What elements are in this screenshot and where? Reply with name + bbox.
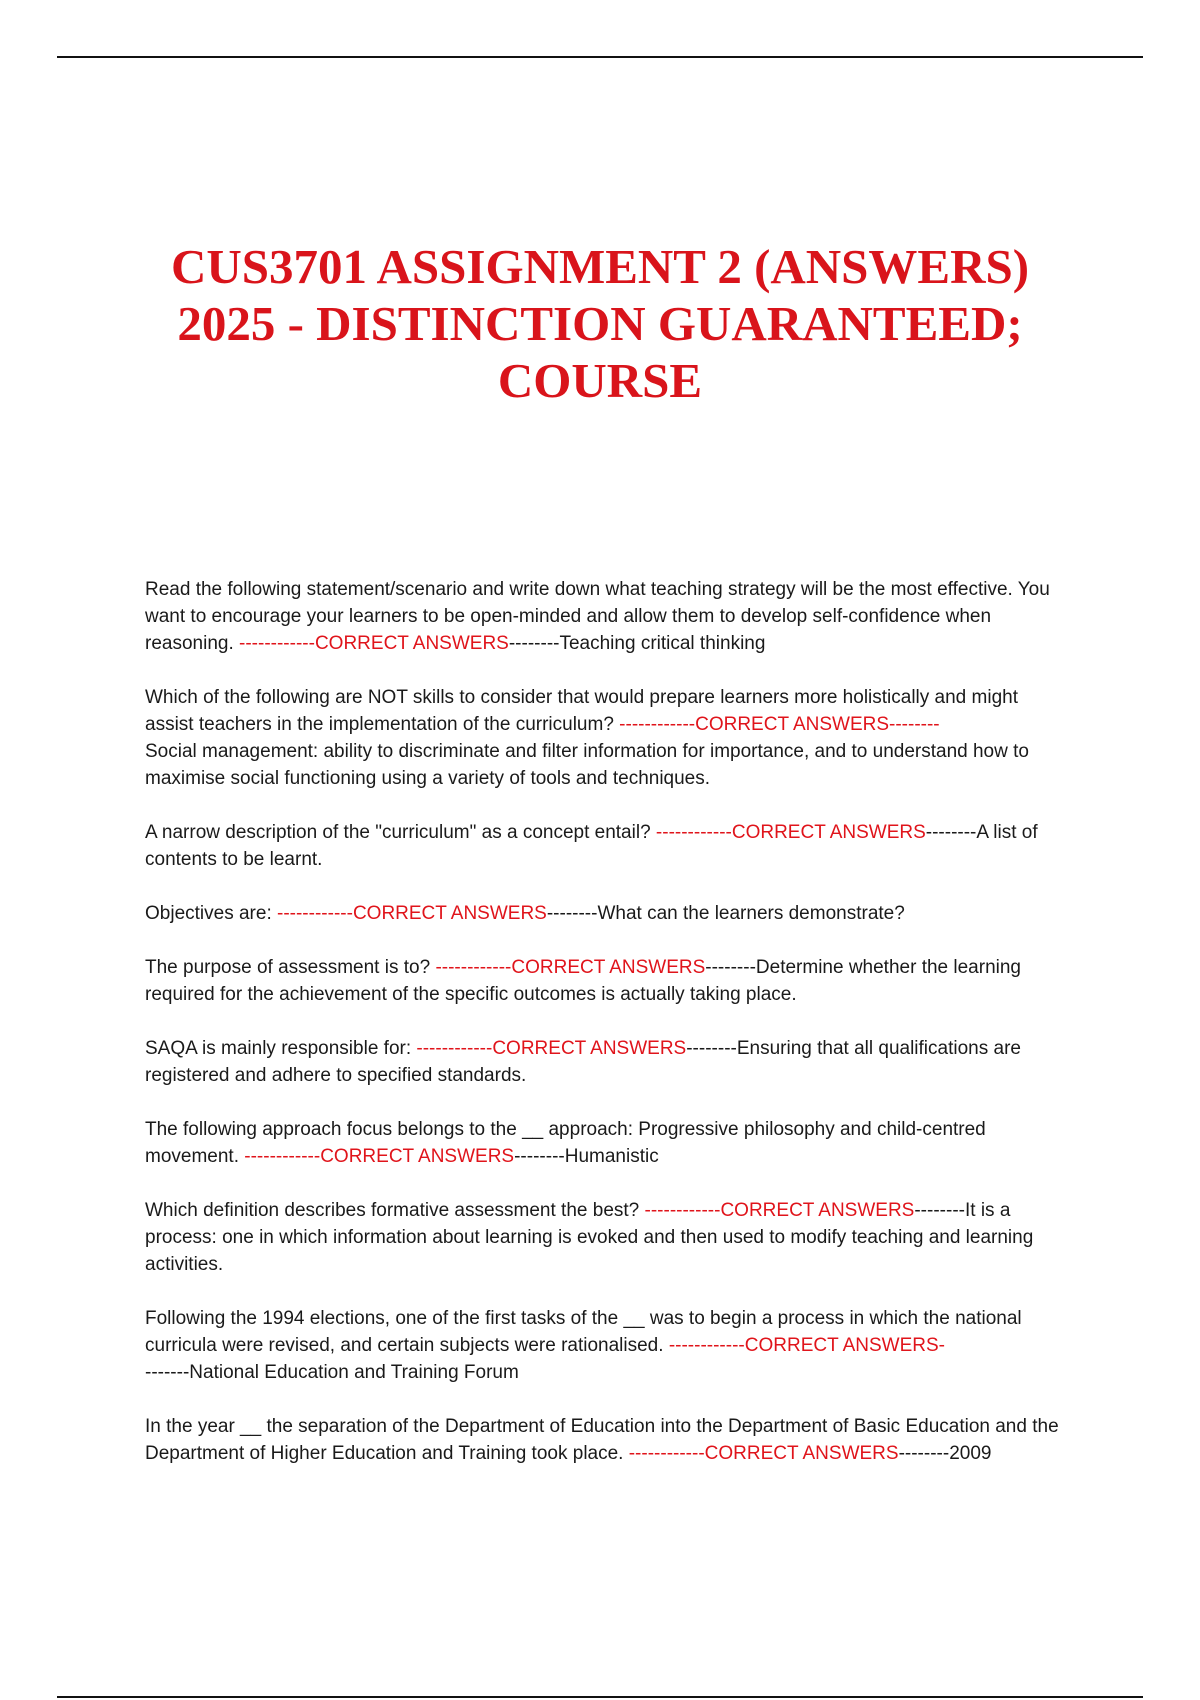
answer-dashes: -------- xyxy=(925,822,977,843)
qa-item xyxy=(145,1197,1065,1278)
answer-dashes: -------- xyxy=(508,633,560,654)
answer-marker: ------------CORRECT ANSWERS xyxy=(655,822,926,843)
answer-text: Humanistic xyxy=(564,1146,659,1167)
answer-marker: ------------CORRECT ANSWERS xyxy=(239,633,509,654)
top-rule xyxy=(57,56,1143,58)
answer-marker: ------------CORRECT ANSWERS xyxy=(244,1146,515,1167)
answer-text: Determine whether the learning required for the achievement of the specific outcomes is actually taking place. xyxy=(145,957,1021,1005)
question-text: In the year __ the separation of the Department of Education into the Department of Basic Education and the Department of Higher Education and Training took place. xyxy=(145,1416,1059,1464)
question-text: Which of the following are NOT skills to consider that would prepare learners more holistically and might assist teachers in the implementation of the curriculum? xyxy=(145,687,1018,735)
qa-item xyxy=(145,954,1065,1008)
answer-marker: ------------CORRECT ANSWERS xyxy=(644,1200,915,1221)
qa-item xyxy=(145,900,1065,927)
document-title: CUS3701 ASSIGNMENT 2 (ANSWERS) 2025 - DISTINCTION GUARANTEED; COURSE xyxy=(170,239,1030,408)
answer-text: A list of contents to be learnt. xyxy=(145,822,1038,870)
qa-item xyxy=(145,576,1065,657)
qa-item xyxy=(145,1116,1065,1170)
answer-text: What can the learners demonstrate? xyxy=(597,903,905,924)
question-text: Following the 1994 elections, one of the first tasks of the __ was to begin a process in which the national curricula were revised, and certain subjects were rationalised. xyxy=(145,1308,1022,1356)
qa-item xyxy=(145,1035,1065,1089)
answer-marker: ------------CORRECT ANSWERS-------- xyxy=(619,714,940,735)
answer-text: Teaching critical thinking xyxy=(559,633,766,654)
qa-item xyxy=(145,684,1065,792)
answer-text: Ensuring that all qualifications are registered and adhere to specified standards. xyxy=(145,1038,1021,1086)
answer-dashes: -------- xyxy=(686,1038,737,1059)
question-text: SAQA is mainly responsible for: xyxy=(145,1038,417,1059)
answer-dashes: -------- xyxy=(898,1443,950,1464)
qa-list xyxy=(145,576,1065,1494)
answer-dashes: -------- xyxy=(546,903,598,924)
answer-text: 2009 xyxy=(949,1443,992,1464)
qa-item xyxy=(145,819,1065,873)
qa-item xyxy=(145,1413,1065,1467)
question-text: The purpose of assessment is to? xyxy=(145,957,436,978)
answer-dashes: -------- xyxy=(914,1200,965,1221)
qa-item xyxy=(145,1305,1065,1386)
answer-dashes: ------- xyxy=(145,1362,190,1383)
answer-text: It is a process: one in which information about learning is evoked and then used to modify teaching and learning activities. xyxy=(145,1200,1034,1275)
answer-marker: ------------CORRECT ANSWERS- xyxy=(668,1335,945,1356)
question-text: Which definition describes formative assessment the best? xyxy=(145,1200,645,1221)
question-text: A narrow description of the "curriculum" as a concept entail? xyxy=(145,822,656,843)
answer-dashes: -------- xyxy=(705,957,756,978)
answer-marker: ------------CORRECT ANSWERS xyxy=(628,1443,899,1464)
bottom-rule xyxy=(57,1696,1143,1698)
answer-text: National Education and Training Forum xyxy=(189,1362,519,1383)
answer-marker: ------------CORRECT ANSWERS xyxy=(416,1038,687,1059)
answer-marker: ------------CORRECT ANSWERS xyxy=(435,957,706,978)
question-text: Objectives are: xyxy=(145,903,277,924)
answer-dashes: -------- xyxy=(514,1146,565,1167)
question-text: The following approach focus belongs to the __ approach: Progressive philosophy and child-centred movement. xyxy=(145,1119,986,1167)
answer-marker: ------------CORRECT ANSWERS xyxy=(277,903,547,924)
answer-text: Social management: ability to discriminate and filter information for importance, and to understand how to maximise social functioning using a variety of tools and techniques. xyxy=(145,741,1029,789)
question-text: Read the following statement/scenario and write down what teaching strategy will be the most effective. You want to encourage your learners to be open-minded and allow them to develop self-confidence when reasoning. xyxy=(145,579,1050,654)
